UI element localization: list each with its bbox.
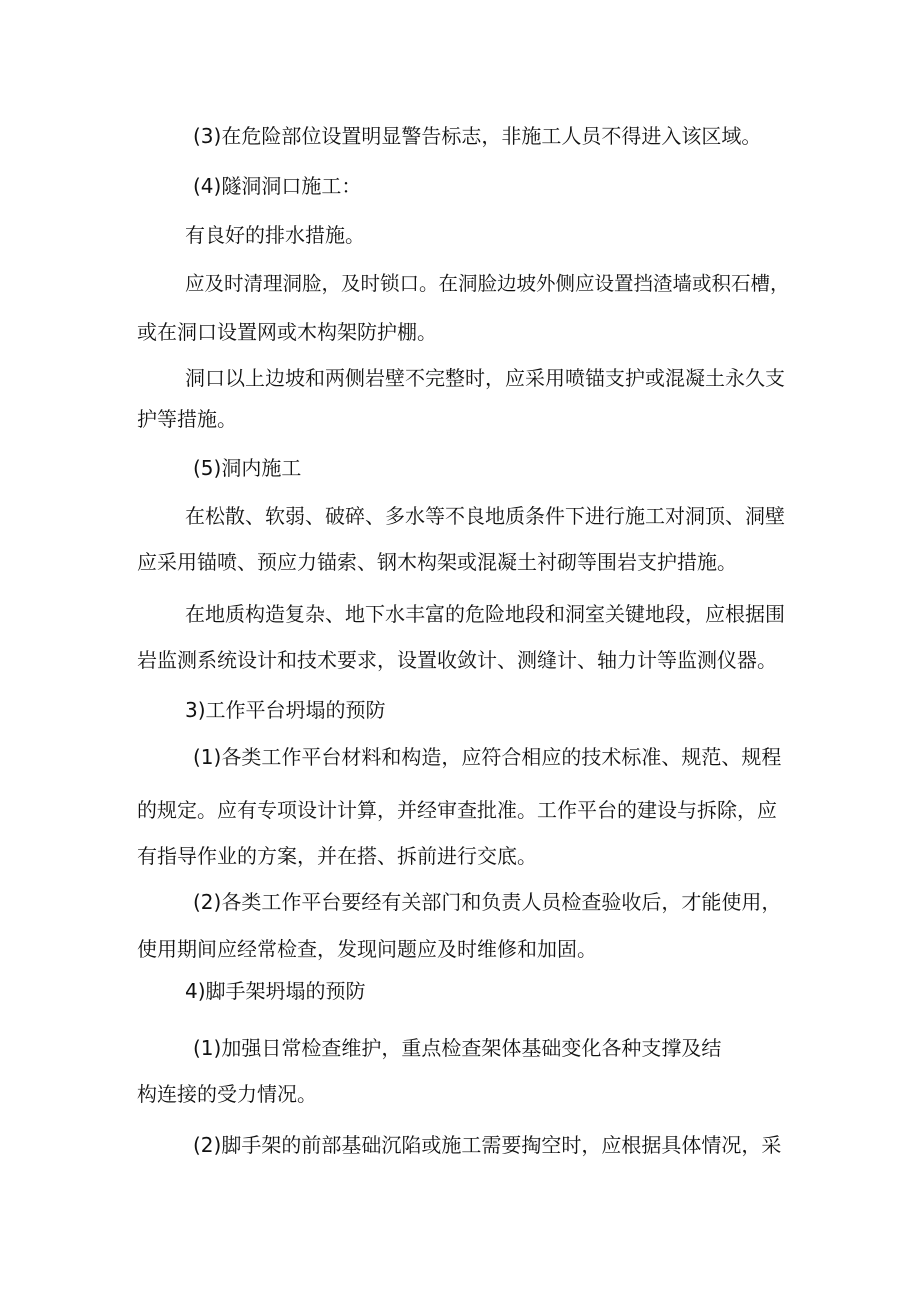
text-line: 的规定。应有专项设计计算，并经审查批准。工作平台的建设与拆除，应 bbox=[137, 798, 777, 822]
text-line: (2)各类工作平台要经有关部门和负责人员检查验收后，才能使用， bbox=[193, 890, 782, 914]
text-line: 构连接的受力情况。 bbox=[137, 1082, 317, 1106]
text-line: 有良好的排水措施。 bbox=[185, 223, 365, 247]
text-line: 在松散、软弱、破碎、多水等不良地质条件下进行施工对洞顶、洞壁 bbox=[185, 504, 785, 528]
text-line: (4)隧洞洞口施工： bbox=[193, 174, 362, 198]
text-line: 护等措施。 bbox=[137, 407, 237, 431]
section-heading: 4)脚手架坍塌的预防 bbox=[185, 979, 366, 1003]
text-line: (5)洞内施工 bbox=[193, 456, 302, 480]
text-line: 应及时清理洞脸，及时锁口。在洞脸边坡外侧应设置挡渣墙或积石槽， bbox=[185, 272, 790, 295]
text-line: (1)各类工作平台材料和构造，应符合相应的技术标准、规范、规程 bbox=[193, 745, 782, 769]
text-line: (3)在危险部位设置明显警告标志，非施工人员不得进入该区域。 bbox=[193, 124, 762, 148]
text-line: (1)加强日常检查维护，重点检查架体基础变化各种支撑及结 bbox=[193, 1036, 722, 1060]
section-heading: 3)工作平台坍塌的预防 bbox=[185, 698, 386, 722]
text-line: 应采用锚喷、预应力锚索、钢木构架或混凝土衬砌等围岩支护措施。 bbox=[137, 550, 737, 574]
text-line: 洞口以上边坡和两侧岩壁不完整时，应采用喷锚支护或混凝土永久支 bbox=[185, 366, 785, 390]
text-line: 或在洞口设置网或木构架防护棚。 bbox=[137, 320, 437, 344]
text-line: (2)脚手架的前部基础沉陷或施工需要掏空时，应根据具体情况，采 bbox=[193, 1133, 782, 1157]
text-line: 使用期间应经常检查，发现问题应及时维修和加固。 bbox=[137, 937, 597, 961]
text-line: 在地质构造复杂、地下水丰富的危险地段和洞室关键地段，应根据围 bbox=[185, 602, 785, 626]
text-line: 有指导作业的方案，并在搭、拆前进行交底。 bbox=[137, 844, 537, 868]
text-line: 岩监测系统设计和技术要求，设置收敛计、测缝计、轴力计等监测仪器。 bbox=[137, 648, 777, 672]
